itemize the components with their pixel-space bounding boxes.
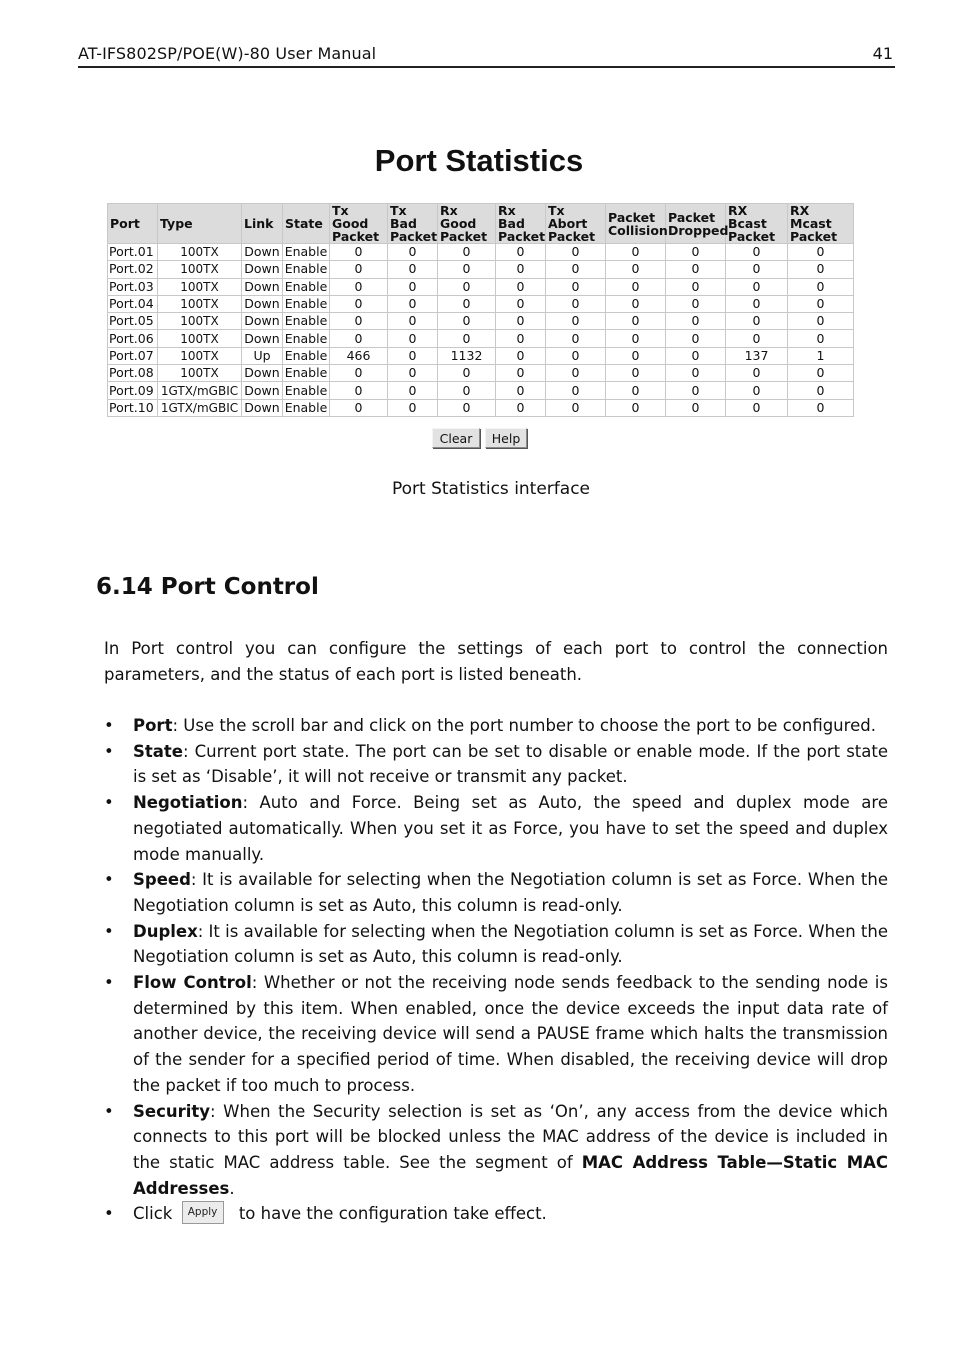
list-item: • Security: When the Security selection is set as ‘On’, any access from the device which connects to this port will be blocked unless the MAC address of the device is included in the static MAC address table. See the segment of MAC Address Table—Static MAC Addresses. <box>104 1101 888 1198</box>
column-header: Tx Bad Packet <box>388 204 438 244</box>
clear-button[interactable]: Clear <box>432 428 480 448</box>
table-cell: 0 <box>546 313 606 330</box>
table-cell: 100TX <box>158 330 242 347</box>
table-cell: 100TX <box>158 295 242 312</box>
column-header: Packet Collision <box>606 204 666 244</box>
term: Security <box>133 1101 211 1121</box>
list-item: • Negotiation: Auto and Force. Being set as Auto, the speed and duplex mode are negotiated automatically. When you set it as Force, you have to set the speed and duplex mode manually. <box>104 793 888 864</box>
table-cell: 0 <box>496 313 546 330</box>
table-cell: 0 <box>726 313 788 330</box>
table-cell: 0 <box>788 313 854 330</box>
term: Duplex <box>133 921 198 941</box>
table-row <box>108 295 854 312</box>
list-item: • Port: Use the scroll bar and click on the port number to choose the port to be configured. <box>104 716 876 735</box>
port-cell: Port.01 <box>108 244 158 261</box>
table-cell: 100TX <box>158 313 242 330</box>
manual-title: AT-IFS802SP/POE(W)-80 User Manual <box>78 44 377 63</box>
table-cell: 0 <box>666 261 726 278</box>
list-item: • Flow Control: Whether or not the receiving node sends feedback to the sending node is determined by this item. When enabled, once the device exceeds the input data rate of another device, the receiving device will send a PAUSE frame which halts the transmission of the sender for a specified period of time. When disabled, the receiving device will drop the packet if too much to process. <box>104 973 888 1095</box>
table-cell: 0 <box>666 382 726 399</box>
table-cell: Up <box>242 347 283 364</box>
feature-list <box>104 713 888 1227</box>
table-row <box>108 347 854 364</box>
column-header: Rx Good Packet <box>438 204 496 244</box>
table-cell: 0 <box>546 365 606 382</box>
table-cell: 0 <box>606 295 666 312</box>
table-cell: 0 <box>788 261 854 278</box>
table-cell: 0 <box>496 347 546 364</box>
description: : Auto and Force. Being set as Auto, the speed and duplex mode are negotiated automatically. When you set it as Force, you have to set the speed and duplex mode manually. <box>133 793 888 864</box>
table-cell: 0 <box>388 382 438 399</box>
table-header-row <box>108 204 854 244</box>
port-cell: Port.10 <box>108 399 158 416</box>
table-cell: 100TX <box>158 347 242 364</box>
table-cell: 0 <box>788 244 854 261</box>
table-cell: 0 <box>726 295 788 312</box>
table-row <box>108 278 854 295</box>
table-cell: 0 <box>726 399 788 416</box>
term: Flow Control <box>133 973 252 993</box>
port-cell: Port.08 <box>108 365 158 382</box>
table-cell: 1 <box>788 347 854 364</box>
table-cell: Down <box>242 278 283 295</box>
column-header: RX Bcast Packet <box>726 204 788 244</box>
table-cell: 1132 <box>438 347 496 364</box>
table-cell: 0 <box>606 347 666 364</box>
table-cell: 0 <box>438 244 496 261</box>
table-cell: Enable <box>283 278 330 295</box>
page-number: 41 <box>872 44 893 63</box>
table-cell: 0 <box>606 244 666 261</box>
table-cell: 0 <box>546 399 606 416</box>
table-cell: 0 <box>726 365 788 382</box>
table-cell: 0 <box>726 278 788 295</box>
table-cell: 0 <box>496 330 546 347</box>
table-cell: 0 <box>330 278 388 295</box>
table-cell: 0 <box>496 278 546 295</box>
term: Port <box>133 716 173 735</box>
table-cell: 0 <box>546 330 606 347</box>
port-statistics-table <box>107 203 854 417</box>
port-cell: Port.06 <box>108 330 158 347</box>
column-header: Port <box>108 204 158 244</box>
description: : It is available for selecting when the Negotiation column is set as Force. When the Negotiation column is set as Auto, this column is read-only. <box>133 921 888 967</box>
table-cell: Enable <box>283 295 330 312</box>
table-cell: 100TX <box>158 365 242 382</box>
table-cell: 0 <box>388 330 438 347</box>
apply-button-image: Apply <box>182 1201 224 1224</box>
table-cell: 0 <box>330 313 388 330</box>
section-heading: 6.14 Port Control <box>96 574 319 600</box>
table-cell: 0 <box>666 295 726 312</box>
table-cell: 0 <box>666 244 726 261</box>
table-cell: 0 <box>438 313 496 330</box>
table-cell: 0 <box>388 399 438 416</box>
list-item: • Click Apply to have the configuration take effect. <box>104 1201 888 1227</box>
column-header: Packet Dropped <box>666 204 726 244</box>
port-cell: Port.07 <box>108 347 158 364</box>
table-cell: 0 <box>788 399 854 416</box>
table-cell: 0 <box>726 244 788 261</box>
table-cell: 0 <box>496 261 546 278</box>
description: : When the Security selection is set as ‘On’, any access from the device which connects to this port will be blocked unless the MAC address of the device is included in the static MAC address table. See the segment of <box>133 1101 888 1172</box>
table-cell: 0 <box>388 244 438 261</box>
table-cell: 0 <box>606 261 666 278</box>
table-cell: 0 <box>788 330 854 347</box>
table-row <box>108 330 854 347</box>
table-cell: 0 <box>388 365 438 382</box>
table-cell: 0 <box>330 365 388 382</box>
figure-caption: Port Statistics interface <box>391 479 591 499</box>
table-cell: 0 <box>788 365 854 382</box>
help-button[interactable]: Help <box>485 428 527 448</box>
table-cell: 466 <box>330 347 388 364</box>
table-cell: 0 <box>496 399 546 416</box>
column-header: RX Mcast Packet <box>788 204 854 244</box>
table-cell: 0 <box>330 399 388 416</box>
table-cell: Enable <box>283 347 330 364</box>
term: Speed <box>133 870 191 890</box>
table-cell: 0 <box>330 382 388 399</box>
page-header <box>78 44 895 68</box>
port-cell: Port.05 <box>108 313 158 330</box>
table-cell: 0 <box>388 295 438 312</box>
table-cell: Down <box>242 261 283 278</box>
table-cell: 0 <box>788 295 854 312</box>
table-row <box>108 244 854 261</box>
click-text-after: to have the configuration take effect. <box>238 1204 547 1224</box>
table-cell: 0 <box>606 330 666 347</box>
table-cell: 0 <box>496 244 546 261</box>
table-cell: 0 <box>496 382 546 399</box>
click-text: Click <box>133 1204 173 1224</box>
table-row <box>108 313 854 330</box>
table-cell: 0 <box>666 347 726 364</box>
description: : Current port state. The port can be set to disable or enable mode. If the port state is set as ‘Disable’, it will not receive or transmit any packet. <box>133 741 888 787</box>
table-cell: 137 <box>726 347 788 364</box>
table-row <box>108 399 854 416</box>
table-cell: 0 <box>666 278 726 295</box>
table-cell: Down <box>242 244 283 261</box>
port-cell: Port.02 <box>108 261 158 278</box>
table-cell: 0 <box>330 330 388 347</box>
port-cell: Port.04 <box>108 295 158 312</box>
table-cell: 0 <box>788 382 854 399</box>
table-cell: Down <box>242 399 283 416</box>
table-cell: 0 <box>388 261 438 278</box>
table-cell: 0 <box>606 382 666 399</box>
table-cell: 0 <box>666 330 726 347</box>
cross-reference: MAC Address Table—Static MAC Addresses <box>133 1152 888 1198</box>
description: : Use the scroll bar and click on the port number to choose the port to be configured. <box>172 716 876 735</box>
figure-title: Port Statistics <box>374 143 584 178</box>
table-cell: 0 <box>496 365 546 382</box>
table-cell: 0 <box>666 399 726 416</box>
table-cell: 100TX <box>158 261 242 278</box>
table-cell: 0 <box>388 278 438 295</box>
port-cell: Port.09 <box>108 382 158 399</box>
table-body <box>108 244 854 417</box>
table-cell: 0 <box>606 399 666 416</box>
port-cell: Port.03 <box>108 278 158 295</box>
table-cell: 0 <box>666 313 726 330</box>
table-cell: 100TX <box>158 278 242 295</box>
description: : Whether or not the receiving node sends feedback to the sending node is determined by this item. When enabled, once the device exceeds the input data rate of another device, the receiving device will send a PAUSE frame which halts the transmission of the sender for a specified period of time. When disabled, the receiving device will drop the packet if too much to process. <box>133 973 888 1095</box>
table-cell: 100TX <box>158 244 242 261</box>
table-cell: 0 <box>330 295 388 312</box>
table-row <box>108 261 854 278</box>
table-cell: 0 <box>726 261 788 278</box>
table-cell: 0 <box>438 278 496 295</box>
table-cell: Down <box>242 313 283 330</box>
table-cell: 0 <box>438 382 496 399</box>
table-cell: 0 <box>438 295 496 312</box>
table-cell: Enable <box>283 399 330 416</box>
column-header: Type <box>158 204 242 244</box>
table-cell: 0 <box>330 261 388 278</box>
table-cell: 0 <box>438 399 496 416</box>
table-cell: 0 <box>546 295 606 312</box>
table-cell: 0 <box>726 330 788 347</box>
column-header: State <box>283 204 330 244</box>
table-cell: 0 <box>606 313 666 330</box>
table-cell: 0 <box>546 347 606 364</box>
table-cell: Enable <box>283 261 330 278</box>
table-cell: Enable <box>283 313 330 330</box>
table-cell: 0 <box>546 244 606 261</box>
list-item: • Duplex: It is available for selecting when the Negotiation column is set as Force. When the Negotiation column is set as Auto, this column is read-only. <box>104 921 888 967</box>
table-cell: 0 <box>388 313 438 330</box>
term: State <box>133 741 183 761</box>
list-item: • Speed: It is available for selecting when the Negotiation column is set as Force. When the Negotiation column is set as Auto, this column is read-only. <box>104 870 888 915</box>
list-item: • State: Current port state. The port can be set to disable or enable mode. If the port state is set as ‘Disable’, it will not receive or transmit any packet. <box>104 741 888 787</box>
table-cell: 0 <box>546 278 606 295</box>
column-header: Link <box>242 204 283 244</box>
column-header: Tx Abort Packet <box>546 204 606 244</box>
intro-paragraph: In Port control you can configure the settings of each port to control the connection parameters, and the status of each port is listed beneath. <box>104 639 888 684</box>
table-cell: Enable <box>283 244 330 261</box>
table-cell: 0 <box>726 382 788 399</box>
table-cell: Enable <box>283 382 330 399</box>
table-cell: Enable <box>283 330 330 347</box>
table-cell: 1GTX/mGBIC <box>158 399 242 416</box>
table-cell: 0 <box>438 330 496 347</box>
table-cell: Down <box>242 295 283 312</box>
table-cell: 0 <box>546 261 606 278</box>
table-cell: 0 <box>330 244 388 261</box>
table-cell: 1GTX/mGBIC <box>158 382 242 399</box>
table-cell: 0 <box>438 261 496 278</box>
table-row <box>108 365 854 382</box>
table-cell: 0 <box>546 382 606 399</box>
table-row <box>108 382 854 399</box>
description: : It is available for selecting when the Negotiation column is set as Force. When the Negotiation column is set as Auto, this column is read-only. <box>133 870 888 915</box>
table-cell: Enable <box>283 365 330 382</box>
table-cell: 0 <box>788 278 854 295</box>
table-cell: Down <box>242 330 283 347</box>
column-header: Tx Good Packet <box>330 204 388 244</box>
table-cell: 0 <box>666 365 726 382</box>
table-cell: 0 <box>606 365 666 382</box>
table-cell: 0 <box>438 365 496 382</box>
table-cell: Down <box>242 365 283 382</box>
table-cell: Down <box>242 382 283 399</box>
table-cell: 0 <box>606 278 666 295</box>
table-cell: 0 <box>388 347 438 364</box>
table-cell: 0 <box>496 295 546 312</box>
column-header: Rx Bad Packet <box>496 204 546 244</box>
term: Negotiation <box>133 793 243 813</box>
